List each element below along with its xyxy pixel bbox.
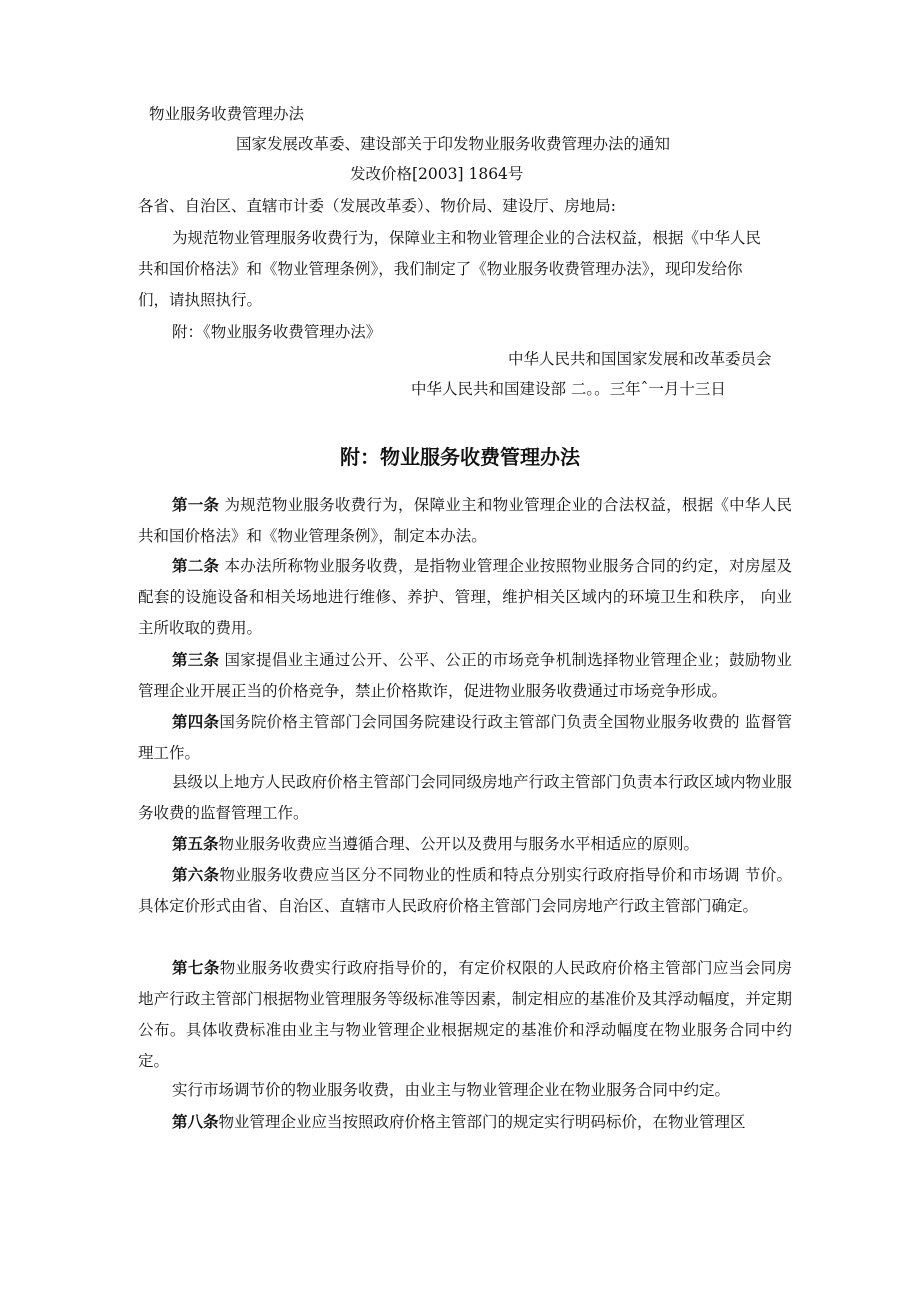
article-label: 第四条 — [172, 712, 220, 731]
article-3 — [138, 644, 792, 707]
main-heading: 附：物业服务收费管理办法 — [340, 445, 580, 469]
article-text: 国家提倡业主通过公开、公平、公正的市场竞争机制选择物业管理企业；鼓励物业管理企业开展正当的价格竞争，禁止价格欺诈，促进物业服务收费通过市场竞争形成。 — [138, 651, 792, 700]
article-1 — [138, 489, 792, 552]
article-text: 物业服务收费应当遵循合理、公开以及费用与服务水平相适应的原则。 — [218, 835, 700, 853]
article-7 — [138, 952, 792, 1077]
article-text: 本办法所称物业服务收费，是指物业管理企业按照物业服务合同的约定，对房屋及配套的设施设备和相关场地进行维修、养护、管理，维护相关区域内的环境卫生和秩序， 向业主所收取的费用。 — [138, 557, 792, 637]
article-label: 第六条 — [172, 865, 220, 884]
article-label: 第一条 — [172, 495, 220, 514]
article-label: 第八条 — [172, 1112, 219, 1131]
notice-body-line-3: 们，请执照执行。 — [138, 291, 263, 309]
signer-moc-date: 中华人民共和国建设部 二。。三年ˆ一月十三日 — [411, 380, 726, 398]
article-4 — [138, 706, 792, 769]
article-5 — [138, 828, 792, 860]
doc-number: 发改价格[2003] 1864号 — [350, 165, 524, 183]
notice-body-line-2: 共和国价格法》和《物业管理条例》，我们制定了《物业服务收费管理办法》，现印发给你 — [138, 260, 743, 278]
notice-title: 国家发展改革委、建设部关于印发物业服务收费管理办法的通知 — [236, 135, 671, 153]
article-text: 物业服务收费应当区分不同物业的性质和特点分别实行政府指导价和市场调 节价。具体定价形式由省、自治区、直辖市人民政府价格主管部门会同房地产行政主管部门确定。 — [138, 866, 792, 915]
article-4-para-2: 县级以上地方人民政府价格主管部门会同同级房地产行政主管部门负责本行政区域内物业服务收费的监督管理工作。 — [138, 773, 793, 822]
article-8 — [138, 1106, 792, 1138]
doc-title: 物业服务收费管理办法 — [149, 105, 305, 123]
signer-ndrc: 中华人民共和国国家发展和改革委员会 — [508, 350, 772, 368]
article-6 — [138, 859, 792, 922]
addressee: 各省、自治区、直辖市计委（发展改革委）、物价局、建设厅、房地局: — [138, 197, 616, 215]
article-text: 物业服务收费实行政府指导价的，有定价权限的人民政府价格主管部门应当会同房地产行政主管部门根据物业管理服务等级标准等因素，制定相应的基准价及其浮动幅度，并定期公布。具体收费标准由业主与物业管理企业根据规定的基准价和浮动幅度在物业服务合同中约定。 — [138, 959, 792, 1070]
article-label: 第七条 — [172, 958, 220, 977]
attachment-note: 附：《物业服务收费管理办法》 — [172, 323, 382, 341]
article-text: 国务院价格主管部门会同国务院建设行政主管部门负责全国物业服务收费的 监督管理工作。 — [138, 713, 792, 762]
article-label: 第二条 — [172, 556, 220, 575]
article-2 — [138, 550, 792, 644]
article-label: 第三条 — [172, 650, 220, 669]
article-text: 为规范物业服务收费行为，保障业主和物业管理企业的合法权益，根据《中华人民共和国价格法》和《物业管理条例》，制定本办法。 — [138, 496, 792, 545]
article-text: 物业管理企业应当按照政府价格主管部门的规定实行明码标价，在物业管理区 — [218, 1113, 746, 1131]
article-label: 第五条 — [172, 834, 219, 853]
article-7-para-2: 实行市场调节价的物业服务收费，由业主与物业管理企业在物业服务合同中约定。 — [172, 1081, 731, 1099]
notice-body-line-1: 为规范物业管理服务收费行为，保障业主和物业管理企业的合法权益，根据《中华人民 — [172, 229, 762, 247]
